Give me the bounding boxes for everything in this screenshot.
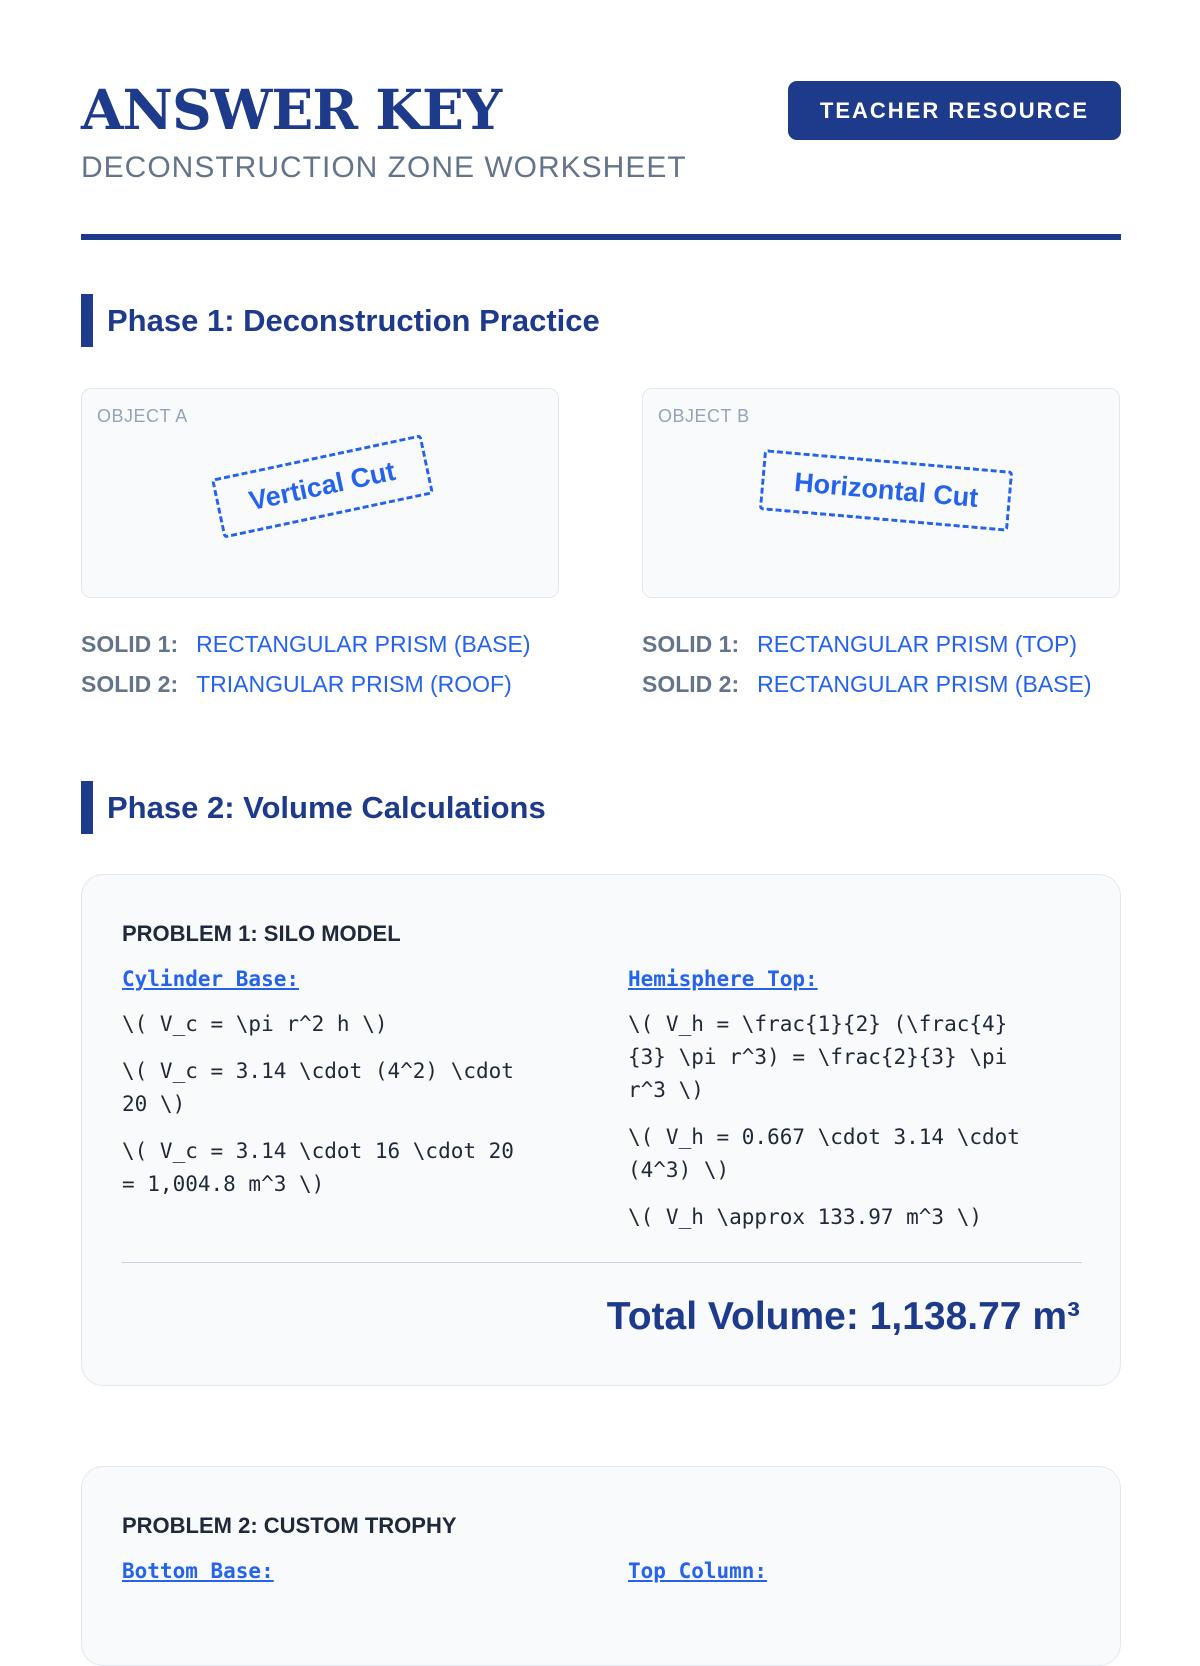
cylinder-formula-line: \( V_c = 3.14 \cdot (4^2) \cdot [122,1059,514,1083]
object-b-solid1: SOLID 1: RECTANGULAR PRISM (TOP) [642,631,1078,657]
cylinder-formula-line: 20 \) [122,1092,186,1116]
cylinder-formula-line: \( V_c = \pi r^2 h \) [122,1012,388,1036]
page-title: ANSWER KEY [81,77,502,142]
total-volume: Total Volume: 1,138.77 m³ [606,1295,1080,1338]
object-b-solid2: SOLID 2: RECTANGULAR PRISM (BASE) [642,671,1092,697]
hemisphere-formula-line: (4^3) \) [628,1158,730,1182]
teacher-resource-badge: TEACHER RESOURCE [788,81,1121,140]
cylinder-formula-line: = 1,004.8 m^3 \) [122,1172,325,1196]
object-a-solid1: SOLID 1: RECTANGULAR PRISM (BASE) [81,631,531,657]
bottom-base-heading: Bottom Base: [122,1559,274,1583]
hemisphere-formula-line: r^3 \) [628,1078,704,1102]
hemisphere-formula-line: \( V_h = 0.667 \cdot 3.14 \cdot [628,1125,1020,1149]
problem1-title: PROBLEM 1: SILO MODEL [122,921,401,946]
hemisphere-formula-line: {3} \pi r^3) = \frac{2}{3} \pi [628,1045,1008,1069]
phase1-accent-bar [81,294,93,347]
object-a-label: OBJECT A [97,406,188,426]
horizontal-cut-stamp: Horizontal Cut [759,449,1014,532]
phase2-accent-bar [81,781,93,834]
object-a-card [81,388,559,598]
top-column-heading: Top Column: [628,1559,768,1583]
header-divider [81,234,1121,240]
problem1-divider [122,1262,1082,1263]
hemisphere-formula-line: \( V_h = \frac{1}{2} (\frac{4} [628,1012,1008,1036]
object-b-label: OBJECT B [658,406,750,426]
object-b-card [642,388,1120,598]
hemisphere-formula-line: \( V_h \approx 133.97 m^3 \) [628,1205,983,1229]
vertical-cut-stamp: Vertical Cut [211,434,434,538]
problem2-title: PROBLEM 2: CUSTOM TROPHY [122,1513,457,1538]
hemisphere-top-heading: Hemisphere Top: [628,967,818,991]
phase2-title: Phase 2: Volume Calculations [107,790,546,825]
problem1-card [81,874,1121,1386]
page-subtitle: DECONSTRUCTION ZONE WORKSHEET [81,151,687,184]
phase1-title: Phase 1: Deconstruction Practice [107,303,600,338]
object-a-solid2: SOLID 2: TRIANGULAR PRISM (ROOF) [81,671,512,697]
cylinder-formula-line: \( V_c = 3.14 \cdot 16 \cdot 20 [122,1139,514,1163]
problem2-card [81,1466,1121,1666]
cylinder-base-heading: Cylinder Base: [122,967,300,991]
